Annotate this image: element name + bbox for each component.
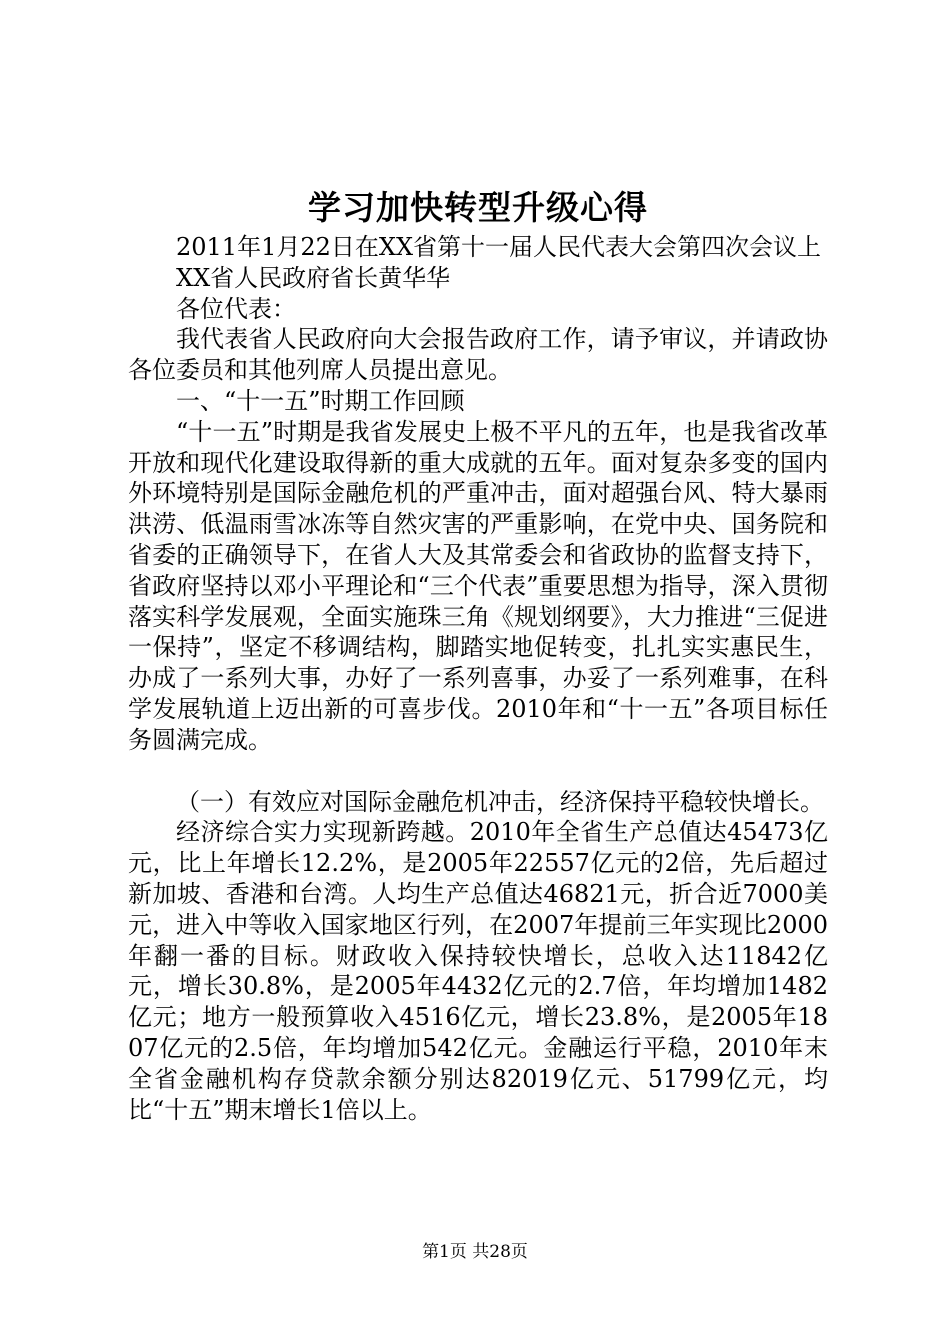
paragraph-speaker: XX省人民政府省长黄华华 bbox=[176, 263, 451, 292]
paragraph-intro: 我代表省人民政府向大会报告政府工作，请予审议，并请政协各位委员和其他列席人员提出意见。 bbox=[128, 325, 828, 385]
page-footer: 第1页 共28页 bbox=[422, 1242, 528, 1262]
paragraph-salutation: 各位代表： bbox=[176, 294, 296, 323]
paragraph-economy-body: 经济综合实力实现新跨越。2010年全省生产总值达45473亿元，比上年增长12.2%，是2005年22557亿元的2倍，先后超过新加坡、香港和台湾。人均生产总值达46821元，折合近7000美元，进入中等收入国家地区行列，在2007年提前三年实现比2000年翻一番的目标。财政收入保持较快增长，总收入达11842亿元，增长30.8%，是2005年4432亿元的2.7倍，年均增加1482亿元；地方一般预算收入4516亿元，增长23.8%，是2005年1807亿元的2.5倍，年均增加542亿元。金融运行平稳，2010年末全省金融机构存贷款余额分别达82019亿元、51799亿元，均比“十五”期末增长1倍以上。 bbox=[128, 818, 828, 1124]
paragraph-meeting-info: 2011年1月22日在XX省第十一届人民代表大会第四次会议上 bbox=[176, 233, 822, 261]
section-heading-review: 一、“十一五”时期工作回顾 bbox=[176, 386, 465, 415]
document-title: 学习加快转型升级心得 bbox=[308, 188, 648, 227]
paragraph-review-body: “十一五”时期是我省发展史上极不平凡的五年，也是我省改革开放和现代化建设取得新的重大成就的五年。面对复杂多变的国内外环境特别是国际金融危机的严重冲击，面对超强台风、特大暴雨洪涝、低温雨雪冰冻等自然灾害的严重影响，在党中央、国务院和省委的正确领导下，在省人大及其常委会和省政协的监督支持下，省政府坚持以邓小平理论和“三个代表”重要思想为指导，深入贯彻落实科学发展观，全面实施珠三角《规划纲要》，大力推进“三促进一保持”，坚定不移调结构，脚踏实地促转变，扎扎实实惠民生，办成了一系列大事，办好了一系列喜事，办妥了一系列难事，在科学发展轨道上迈出新的可喜步伐。2010年和“十一五”各项目标任务圆满完成。 bbox=[128, 417, 828, 754]
document-page bbox=[128, 184, 828, 1125]
subsection-heading-economy: （一）有效应对国际金融危机冲击，经济保持平稳较快增长。 bbox=[176, 787, 824, 816]
paragraph-gap bbox=[128, 756, 828, 787]
